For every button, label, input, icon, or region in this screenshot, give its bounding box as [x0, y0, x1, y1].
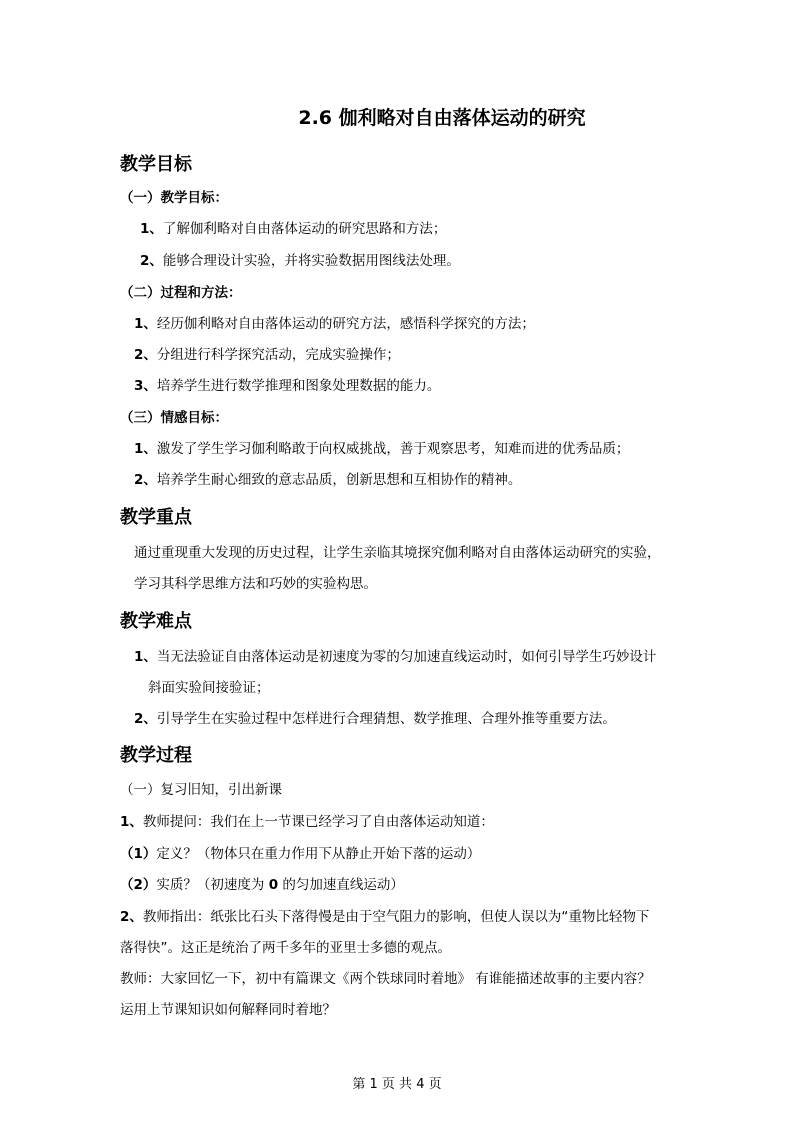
list-item — [120, 842, 480, 862]
item-number: 1、 — [134, 316, 157, 332]
subheading-review: （一）复习旧知，引出新课 — [120, 782, 282, 798]
document-title: 2.6 伽利略对自由落体运动的研究 — [298, 107, 586, 129]
item-text: 培养学生进行数学推理和图象处理数据的能力。 — [156, 378, 441, 394]
list-item — [120, 873, 404, 893]
paragraph-line: 学习其科学思维方法和巧妙的实验构思。 — [134, 576, 377, 592]
item-number: 1、 — [134, 441, 157, 457]
list-item — [134, 343, 400, 363]
heading-key-points: 教学重点 — [120, 507, 192, 528]
list-item — [134, 312, 535, 332]
item-number: 2、 — [134, 347, 157, 363]
list-item — [140, 249, 460, 269]
heading-difficulties: 教学难点 — [120, 611, 192, 632]
item-number: 1、 — [140, 221, 163, 237]
item-text: 引导学生在实验过程中怎样进行合理猜想、数学推理、合理外推等重要方法。 — [156, 711, 616, 727]
item-text: 分组进行科学探究活动，完成实验操作； — [156, 347, 400, 363]
item-number: 2、 — [120, 909, 143, 925]
item-text: 当无法验证自由落体运动是初速度为零的匀加速直线运动时，如何引导学生巧妙设计 — [156, 649, 657, 665]
list-item-continuation: 斜面实验间接验证； — [148, 680, 270, 696]
subheading-emotional-goals: （三）情感目标： — [120, 410, 228, 426]
heading-process: 教学过程 — [120, 745, 192, 766]
item-text: 教师提问：我们在上一节课已经学习了自由落体运动知道： — [142, 814, 494, 830]
item-number: 1、 — [134, 649, 157, 665]
item-number: （2） — [120, 877, 157, 893]
item-text: 定义？（物体只在重力作用下从静止开始下落的运动） — [156, 846, 481, 862]
item-number: 3、 — [134, 378, 157, 394]
item-number: 1、 — [120, 814, 143, 830]
list-item — [120, 810, 494, 830]
paragraph-line: 运用上节课知识如何解释同时着地？ — [120, 1002, 336, 1018]
item-number: 2、 — [140, 253, 163, 269]
item-text: 实质？（初速度为 — [156, 877, 269, 893]
item-number: 2、 — [134, 472, 157, 488]
subheading-process-methods: （二）过程和方法： — [120, 285, 242, 301]
list-item — [134, 468, 521, 488]
list-item — [134, 437, 629, 457]
list-item — [134, 374, 440, 394]
page-footer: 第 1 页 共 4 页 — [352, 1077, 442, 1092]
list-item — [134, 707, 616, 727]
item-number: （1） — [120, 846, 157, 862]
list-item — [140, 217, 446, 237]
item-text: 培养学生耐心细致的意志品质，创新思想和互相协作的精神。 — [156, 472, 522, 488]
paragraph-line: 通过重现重大发现的历史过程，让学生亲临其境探究伽利略对自由落体运动研究的实验， — [134, 545, 661, 561]
item-text: 能够合理设计实验，并将实验数据用图线法处理。 — [162, 253, 460, 269]
item-text: 激发了学生学习伽利略敢于向权威挑战，善于观察思考，知难而进的优秀品质； — [156, 441, 630, 457]
item-bold-value: 0 — [268, 877, 279, 893]
subheading-teaching-goals: （一）教学目标： — [120, 190, 228, 206]
item-text: 的匀加速直线运动） — [278, 877, 404, 893]
list-item — [134, 645, 656, 665]
list-item — [120, 905, 649, 925]
item-text: 教师指出：纸张比石头下落得慢是由于空气阻力的影响，但使人误以为“重物比轻物下 — [142, 909, 650, 925]
heading-objectives: 教学目标 — [120, 154, 192, 175]
paragraph-line: 教师：大家回忆一下，初中有篇课文《两个铁球同时着地》 有谁能描述故事的主要内容？ — [120, 971, 651, 987]
item-text: 经历伽利略对自由落体运动的研究方法，感悟科学探究的方法； — [156, 316, 535, 332]
item-number: 2、 — [134, 711, 157, 727]
list-item-continuation: 落得快”。这正是统治了两千多年的亚里士多德的观点。 — [120, 940, 451, 956]
item-text: 了解伽利略对自由落体运动的研究思路和方法； — [162, 221, 447, 237]
